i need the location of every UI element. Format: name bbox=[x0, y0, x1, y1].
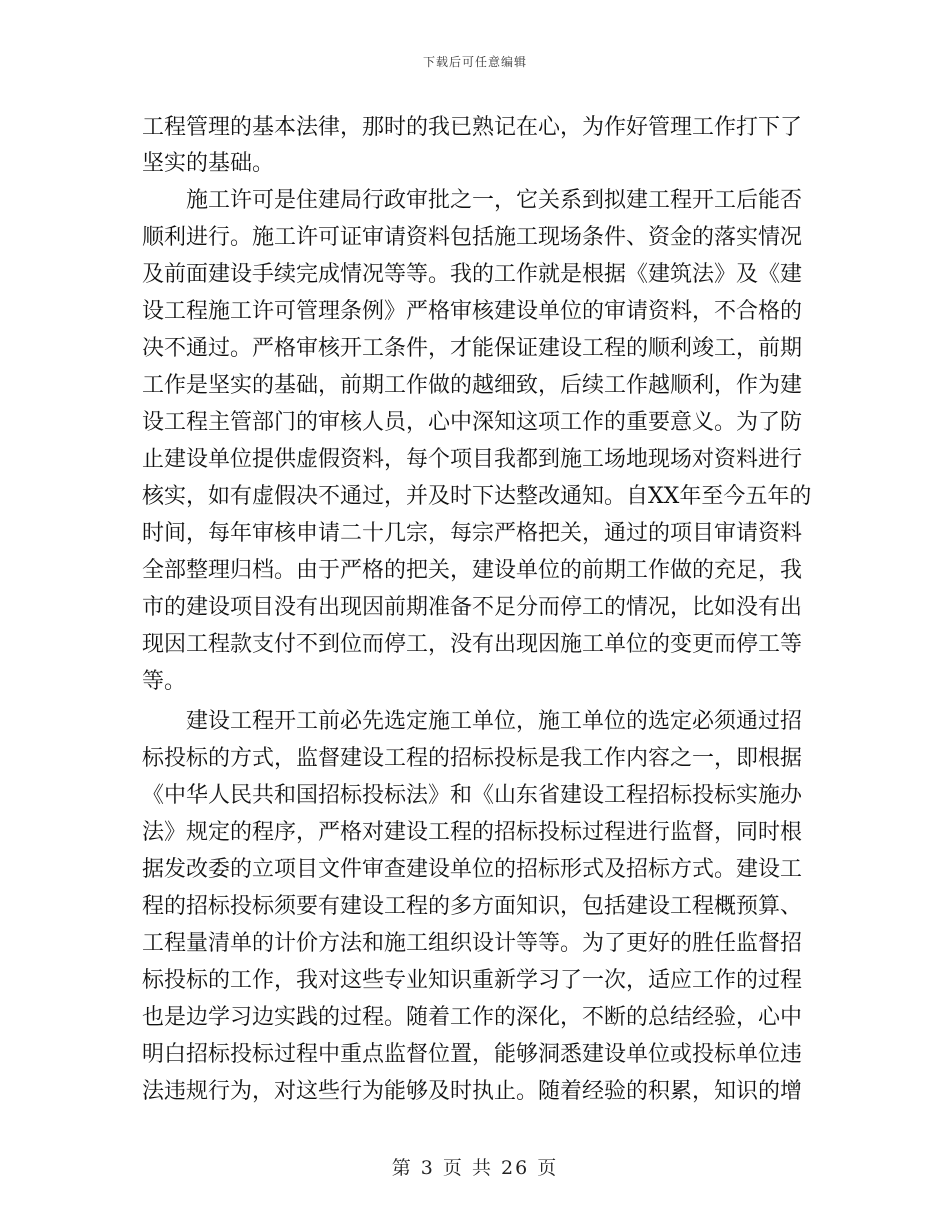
text-line: 坚实的基础。 bbox=[142, 151, 275, 176]
text-line: 等。 bbox=[142, 669, 187, 694]
paragraph-start-line: 施工许可是住建局行政审批之一，它关系到拟建工程开工后能否 bbox=[186, 188, 803, 213]
text-line: 标投标的工作，我对这些专业知识重新学习了一次，适应工作的过程 bbox=[142, 968, 803, 993]
text-line: 设工程主管部门的审核人员，心中深知这项工作的重要意义。为了防 bbox=[142, 410, 803, 435]
text-line: 明白招标投标过程中重点监督位置，能够洞悉建设单位或投标单位违 bbox=[142, 1042, 803, 1067]
text-line: 法》规定的程序，严格对建设工程的招标投标过程进行监督，同时根 bbox=[142, 820, 803, 845]
text-line: 标投标的方式，监督建设工程的招标投标是我工作内容之一，即根据 bbox=[142, 746, 803, 771]
text-line: 设工程施工许可管理条例》严格审核建设单位的审请资料，不合格的 bbox=[142, 299, 803, 324]
text-line: 决不通过。严格审核开工条件，才能保证建设工程的顺利竣工，前期 bbox=[142, 336, 803, 361]
text-line: 工程量清单的计价方法和施工组织设计等等。为了更好的胜任监督招 bbox=[142, 931, 803, 956]
text-line: 《中华人民共和国招标投标法》和《山东省建设工程招标投标实施办 bbox=[142, 783, 803, 808]
text-line: 工程管理的基本法律，那时的我已熟记在心，为作好管理工作打下了 bbox=[142, 115, 803, 140]
text-line: 及前面建设手续完成情况等等。我的工作就是根据《建筑法》及《建 bbox=[142, 262, 803, 287]
text-line: 也是边学习边实践的过程。随着工作的深化，不断的总结经验，心中 bbox=[142, 1005, 803, 1030]
text-line: 法违规行为，对这些行为能够及时执止。随着经验的积累，知识的增 bbox=[142, 1079, 803, 1104]
text-line: 顺利进行。施工许可证审请资料包括施工现场条件、资金的落实情况 bbox=[142, 225, 803, 250]
text-line: 市的建设项目没有出现因前期准备不足分而停工的情况，比如没有出 bbox=[142, 595, 803, 620]
header-note: 下载后可任意编辑 bbox=[422, 55, 527, 69]
text-line: 核实，如有虚假决不通过，并及时下达整改通知。自XX年至今五年的 bbox=[142, 484, 812, 509]
text-line: 工作是坚实的基础，前期工作做的越细致，后续工作越顺利，作为建 bbox=[142, 373, 803, 398]
text-line: 时间，每年审核申请二十几宗，每宗严格把关，通过的项目审请资料 bbox=[142, 521, 803, 546]
text-line: 止建设单位提供虚假资料，每个项目我都到施工场地现场对资料进行 bbox=[142, 447, 803, 472]
text-line: 程的招标投标须要有建设工程的多方面知识，包括建设工程概预算、 bbox=[142, 894, 803, 919]
paragraph-start-line: 建设工程开工前必先选定施工单位，施工单位的选定必须通过招 bbox=[186, 709, 803, 734]
text-line: 据发改委的立项目文件审查建设单位的招标形式及招标方式。建设工 bbox=[142, 857, 803, 882]
text-line: 现因工程款支付不到位而停工，没有出现因施工单位的变更而停工等 bbox=[142, 632, 803, 657]
page-number-footer: 第 3 页 共 26 页 bbox=[391, 1157, 559, 1179]
text-line: 全部整理归档。由于严格的把关，建设单位的前期工作做的充足，我 bbox=[142, 558, 803, 583]
